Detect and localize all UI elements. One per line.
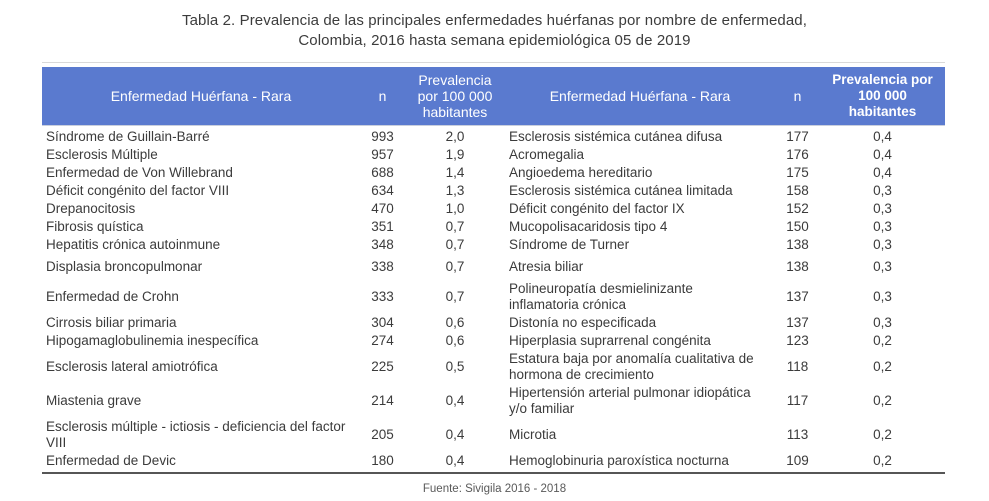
cell-disease-left: Déficit congénito del factor VIII xyxy=(46,183,230,198)
table-body xyxy=(42,126,945,474)
cell-n-left: 993 xyxy=(371,129,394,144)
header-disease-left: Enfermedad Huérfana - Rara xyxy=(42,67,360,126)
table-row xyxy=(42,146,945,164)
table-header-row xyxy=(42,67,945,126)
header-disease-right: Enfermedad Huérfana - Rara xyxy=(505,67,775,126)
cell-disease-left: Enfermedad de Von Willebrand xyxy=(46,165,233,180)
cell-disease-right: Mucopolisacaridosis tipo 4 xyxy=(509,219,668,234)
table-title xyxy=(0,0,989,51)
cell-n-right: 137 xyxy=(786,289,809,304)
cell-n-right: 117 xyxy=(786,393,809,408)
cell-disease-right: Microtia xyxy=(509,427,557,442)
cell-n-left: 333 xyxy=(371,289,394,304)
cell-prevalence-left: 1,4 xyxy=(445,165,465,180)
cell-disease-right: Síndrome de Turner xyxy=(509,237,630,252)
cell-prevalence-right: 0,4 xyxy=(873,129,892,144)
table-row xyxy=(42,280,945,314)
cell-disease-left: Displasia broncopulmonar xyxy=(46,259,203,274)
table-zone xyxy=(42,62,945,474)
cell-disease-left: Esclerosis lateral amiotrófica xyxy=(46,359,218,374)
cell-disease-right: Esclerosis sistémica cutánea limitada xyxy=(509,183,733,198)
cell-disease-left: Esclerosis múltiple - ictiosis - deficiencia del factor VIII xyxy=(46,419,346,450)
source-note: Fuente: Sivigila 2016 - 2018 xyxy=(422,483,567,495)
cell-n-left: 205 xyxy=(371,427,394,442)
cell-prevalence-left: 2,0 xyxy=(445,129,465,144)
cell-prevalence-right: 0,2 xyxy=(873,427,892,442)
header-prevalence-left: Prevalencia por 100 000 habitantes xyxy=(405,67,505,126)
cell-n-left: 470 xyxy=(371,201,394,216)
cell-prevalence-left: 1,9 xyxy=(445,147,465,162)
cell-prevalence-left: 0,4 xyxy=(445,427,465,442)
cell-n-left: 180 xyxy=(371,453,394,468)
cell-n-right: 175 xyxy=(786,165,809,180)
table-top-border xyxy=(42,62,945,63)
cell-disease-left: Hipogamaglobulinemia inespecífica xyxy=(46,333,259,348)
table-row xyxy=(42,332,945,350)
cell-disease-right: Estatura baja por anomalía cualitativa de hormona de crecimiento xyxy=(509,351,754,382)
cell-prevalence-right: 0,2 xyxy=(873,453,892,468)
cell-n-right: 138 xyxy=(786,259,809,274)
table-title-line2: Colombia, 2016 hasta semana epidemiológica 05 de 2019 xyxy=(298,32,691,49)
cell-disease-left: Fibrosis quística xyxy=(46,219,144,234)
table-row xyxy=(42,452,945,473)
cell-prevalence-right: 0,3 xyxy=(873,219,892,234)
cell-prevalence-right: 0,3 xyxy=(873,289,892,304)
table-row xyxy=(42,164,945,182)
table-row xyxy=(42,218,945,236)
cell-prevalence-right: 0,3 xyxy=(873,183,892,198)
cell-disease-left: Drepanocitosis xyxy=(46,201,136,216)
cell-prevalence-left: 0,7 xyxy=(445,259,465,274)
cell-prevalence-right: 0,2 xyxy=(873,393,892,408)
cell-n-left: 634 xyxy=(371,183,394,198)
cell-disease-left: Enfermedad de Devic xyxy=(46,453,176,468)
cell-n-right: 118 xyxy=(786,359,809,374)
table-row xyxy=(42,384,945,418)
cell-disease-left: Miastenia grave xyxy=(46,393,142,408)
cell-prevalence-left: 1,3 xyxy=(445,183,465,198)
table-row xyxy=(42,350,945,384)
cell-prevalence-left: 0,7 xyxy=(445,219,465,234)
cell-n-left: 348 xyxy=(371,237,394,252)
table-header xyxy=(42,67,945,126)
cell-n-left: 338 xyxy=(371,259,394,274)
cell-disease-right: Esclerosis sistémica cutánea difusa xyxy=(509,129,723,144)
header-prevalence-right: Prevalencia por 100 000 habitantes xyxy=(820,67,945,126)
cell-n-left: 957 xyxy=(371,147,394,162)
cell-prevalence-left: 0,7 xyxy=(445,289,465,304)
cell-disease-left: Hepatitis crónica autoinmune xyxy=(46,237,221,252)
cell-n-left: 274 xyxy=(371,333,394,348)
table-row xyxy=(42,182,945,200)
cell-prevalence-right: 0,3 xyxy=(873,259,892,274)
cell-n-right: 176 xyxy=(786,147,809,162)
cell-n-right: 137 xyxy=(786,315,809,330)
header-n-right: n xyxy=(775,67,820,126)
table-row xyxy=(42,200,945,218)
cell-n-right: 177 xyxy=(786,129,809,144)
cell-n-right: 138 xyxy=(786,237,809,252)
cell-n-right: 158 xyxy=(786,183,809,198)
cell-disease-right: Hemoglobinuria paroxística nocturna xyxy=(509,453,729,468)
cell-n-left: 304 xyxy=(371,315,394,330)
cell-disease-right: Acromegalia xyxy=(509,147,585,162)
table-row xyxy=(42,314,945,332)
cell-prevalence-right: 0,2 xyxy=(873,333,892,348)
cell-n-right: 109 xyxy=(786,453,809,468)
cell-prevalence-right: 0,4 xyxy=(873,147,892,162)
table-title-line1: Tabla 2. Prevalencia de las principales enfermedades huérfanas por nombre de enfermedad, xyxy=(181,12,807,29)
cell-prevalence-left: 0,5 xyxy=(445,359,465,374)
prevalence-table xyxy=(42,67,945,474)
cell-n-right: 152 xyxy=(786,201,809,216)
table-row xyxy=(42,126,945,147)
cell-n-left: 225 xyxy=(371,359,394,374)
cell-disease-right: Atresia biliar xyxy=(509,259,584,274)
cell-prevalence-left: 0,6 xyxy=(445,315,465,330)
cell-disease-right: Angioedema hereditario xyxy=(509,165,653,180)
cell-n-left: 688 xyxy=(371,165,394,180)
header-n-left: n xyxy=(360,67,405,126)
cell-disease-left: Enfermedad de Crohn xyxy=(46,289,179,304)
cell-n-left: 351 xyxy=(371,219,394,234)
cell-disease-right: Hiperplasia suprarrenal congénita xyxy=(509,333,711,348)
cell-n-left: 214 xyxy=(371,393,394,408)
cell-prevalence-left: 0,4 xyxy=(445,453,465,468)
cell-disease-right: Polineuropatía desmielinizante inflamatoria crónica xyxy=(509,281,693,312)
cell-prevalence-right: 0,4 xyxy=(873,165,892,180)
cell-disease-left: Cirrosis biliar primaria xyxy=(46,315,177,330)
cell-disease-right: Distonía no especificada xyxy=(509,315,657,330)
cell-disease-right: Hipertensión arterial pulmonar idiopática y/o familiar xyxy=(509,385,751,416)
cell-prevalence-right: 0,3 xyxy=(873,201,892,216)
cell-n-right: 150 xyxy=(786,219,809,234)
table-row xyxy=(42,418,945,452)
cell-n-right: 113 xyxy=(786,427,809,442)
cell-n-right: 123 xyxy=(786,333,809,348)
cell-disease-left: Síndrome de Guillain-Barré xyxy=(46,129,210,144)
cell-prevalence-left: 0,6 xyxy=(445,333,465,348)
table-row xyxy=(42,254,945,280)
cell-prevalence-right: 0,3 xyxy=(873,315,892,330)
cell-prevalence-left: 0,4 xyxy=(445,393,465,408)
cell-prevalence-right: 0,2 xyxy=(873,359,892,374)
cell-prevalence-left: 0,7 xyxy=(445,237,465,252)
cell-disease-right: Déficit congénito del factor IX xyxy=(509,201,685,216)
cell-disease-left: Esclerosis Múltiple xyxy=(46,147,158,162)
table-row xyxy=(42,236,945,254)
cell-prevalence-left: 1,0 xyxy=(445,201,465,216)
cell-prevalence-right: 0,3 xyxy=(873,237,892,252)
